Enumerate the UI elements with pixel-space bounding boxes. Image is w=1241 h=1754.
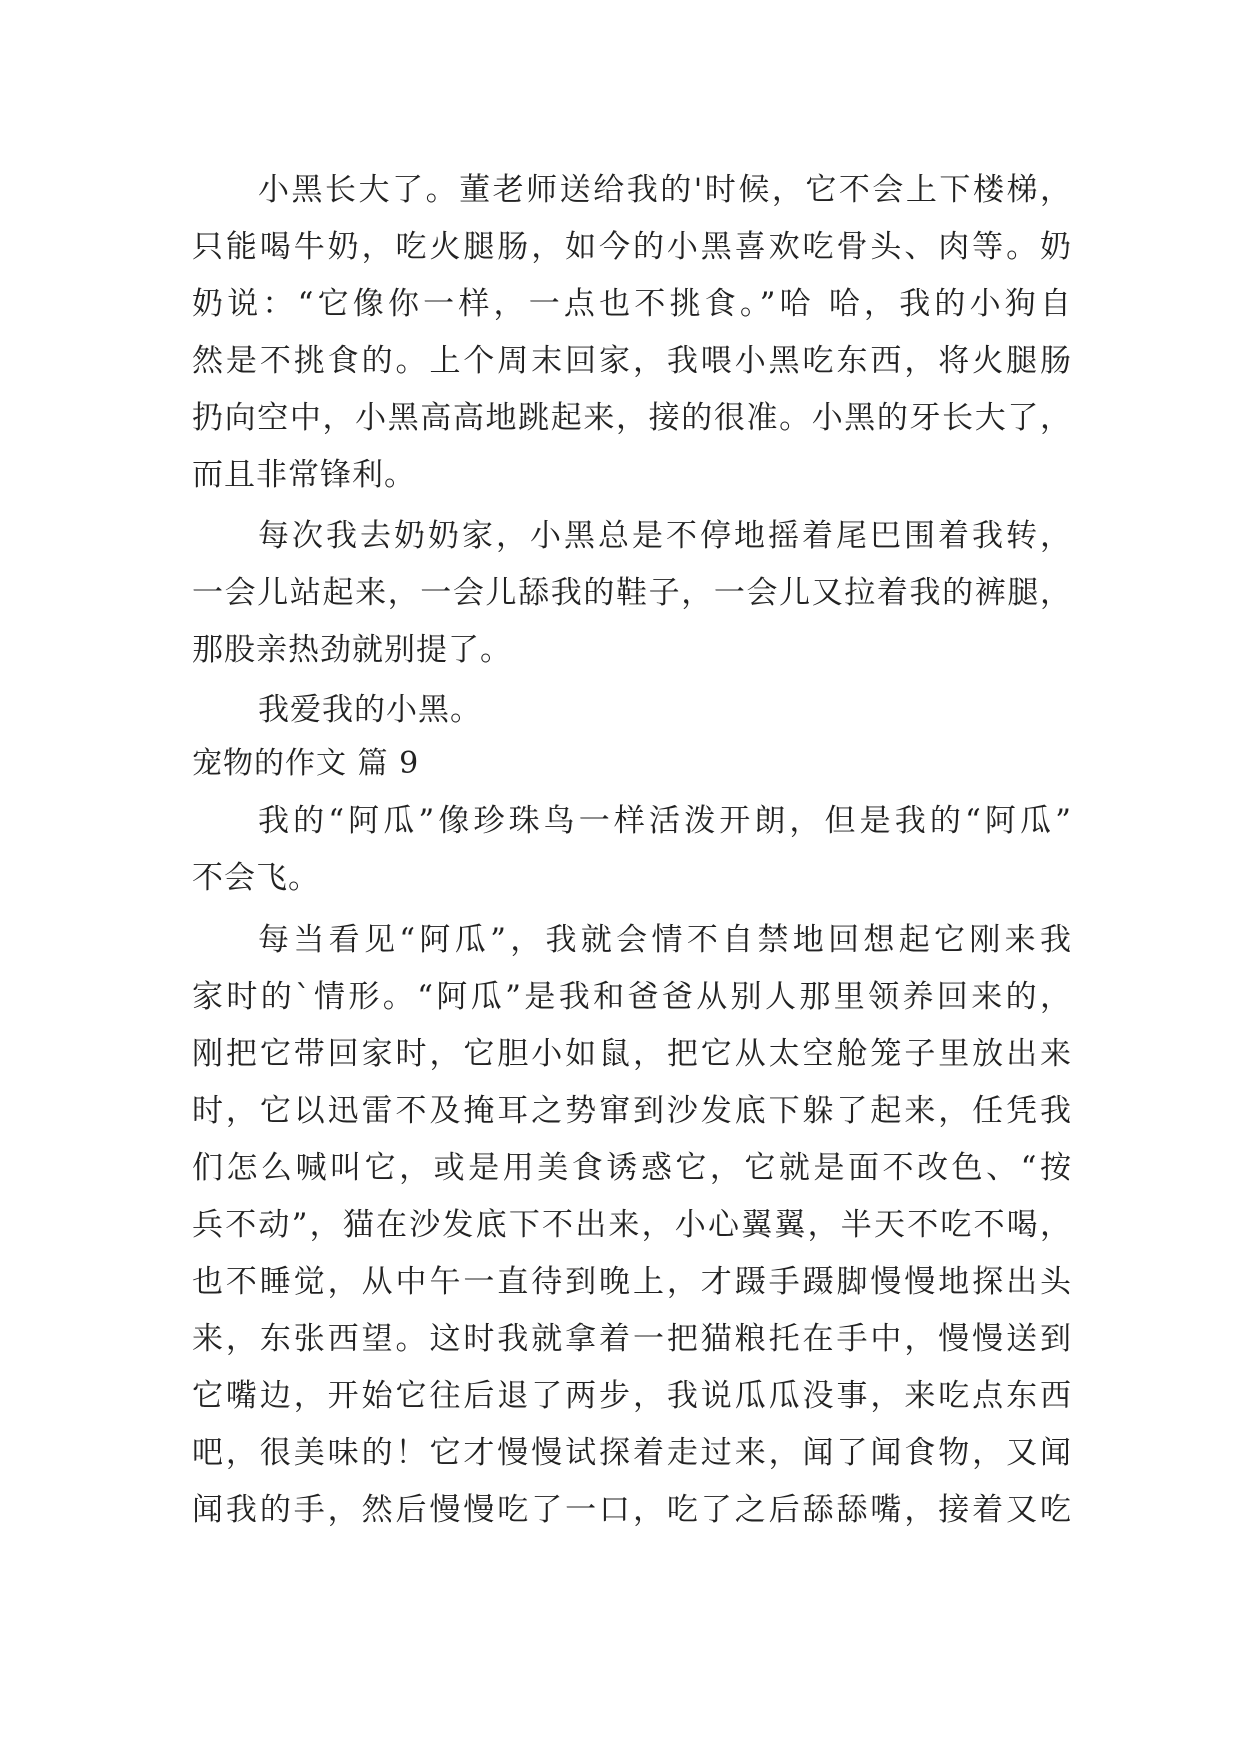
paragraph-1-line-1: 小黑长大了。董老师送给我的'时候，它不会上下楼梯， bbox=[258, 172, 1072, 208]
section-heading: 宠物的作文 篇 9 bbox=[192, 746, 420, 781]
paragraph-1-line-5: 扔向空中，小黑高高地跳起来，接的很准。小黑的牙长大了， bbox=[192, 400, 1072, 436]
paragraph-5-line-6: 兵不动”，猫在沙发底下不出来，小心翼翼，半天不吃不喝， bbox=[192, 1207, 1072, 1243]
paragraph-5-line-11: 闻我的手，然后慢慢吃了一口，吃了之后舔舔嘴，接着又吃 bbox=[192, 1492, 1072, 1528]
paragraph-4-line-2: 不会飞。 bbox=[192, 860, 320, 896]
paragraph-2-line-1: 每次我去奶奶家，小黑总是不停地摇着尾巴围着我转， bbox=[258, 518, 1072, 554]
paragraph-2-line-2: 一会儿站起来，一会儿舔我的鞋子，一会儿又拉着我的裤腿， bbox=[192, 575, 1072, 611]
paragraph-1-line-2: 只能喝牛奶，吃火腿肠，如今的小黑喜欢吃骨头、肉等。奶 bbox=[192, 229, 1072, 265]
paragraph-5-line-9: 它嘴边，开始它往后退了两步，我说瓜瓜没事，来吃点东西 bbox=[192, 1378, 1072, 1414]
paragraph-1-line-3: 奶说：“它像你一样，一点也不挑食。”哈 哈，我的小狗自 bbox=[192, 286, 1072, 322]
paragraph-5-line-10: 吧，很美味的！它才慢慢试探着走过来，闻了闻食物，又闻 bbox=[192, 1435, 1072, 1471]
paragraph-5-line-5: 们怎么喊叫它，或是用美食诱惑它，它就是面不改色、“按 bbox=[192, 1150, 1072, 1186]
paragraph-5-line-8: 来，东张西望。这时我就拿着一把猫粮托在手中，慢慢送到 bbox=[192, 1321, 1072, 1357]
paragraph-1-line-6: 而且非常锋利。 bbox=[192, 457, 416, 493]
paragraph-5-line-3: 刚把它带回家时，它胆小如鼠，把它从太空舱笼子里放出来 bbox=[192, 1036, 1072, 1072]
paragraph-5-line-1: 每当看见“阿瓜”，我就会情不自禁地回想起它刚来我 bbox=[258, 922, 1072, 958]
paragraph-5-line-2: 家时的`情形。“阿瓜”是我和爸爸从别人那里领养回来的， bbox=[192, 979, 1072, 1015]
paragraph-3-line-1: 我爱我的小黑。 bbox=[258, 692, 482, 728]
paragraph-2-line-3: 那股亲热劲就别提了。 bbox=[192, 632, 512, 668]
paragraph-5-line-4: 时，它以迅雷不及掩耳之势窜到沙发底下躲了起来，任凭我 bbox=[192, 1093, 1072, 1129]
paragraph-4-line-1: 我的“阿瓜”像珍珠鸟一样活泼开朗，但是我的“阿瓜” bbox=[258, 803, 1072, 839]
paragraph-1-line-4: 然是不挑食的。上个周末回家，我喂小黑吃东西，将火腿肠 bbox=[192, 343, 1072, 379]
paragraph-5-line-7: 也不睡觉，从中午一直待到晚上，才蹑手蹑脚慢慢地探出头 bbox=[192, 1264, 1072, 1300]
